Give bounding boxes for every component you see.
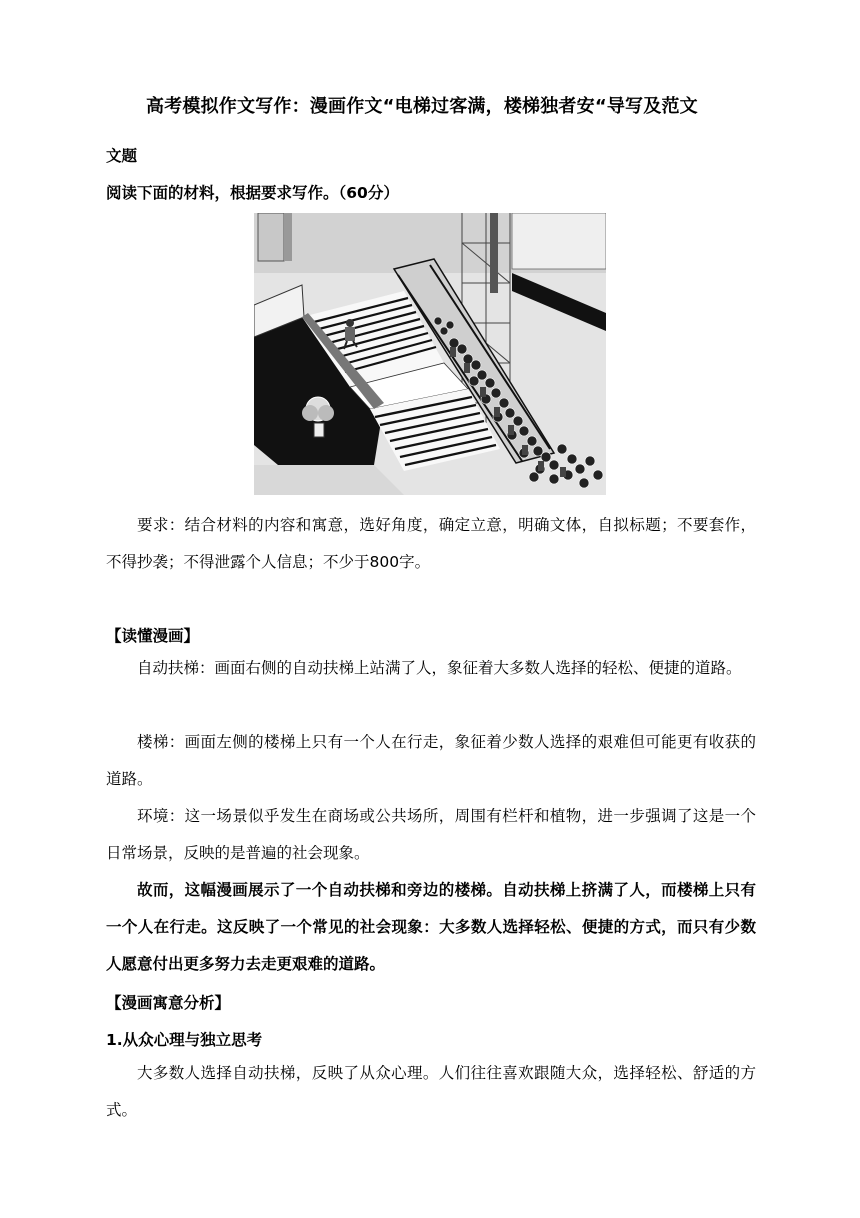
analysis-heading: 【漫画寓意分析】 xyxy=(106,994,231,1012)
document-title: 高考模拟作文写作：漫画作文“电梯过客满，楼梯独者安“导写及范文 xyxy=(146,96,698,117)
environment-paragraph: 环境：这一场景似乎发生在商场或公共场所，周围有栏杆和植物，进一步强调了这是一个日常场景，反映的是普遍的社会现象。 xyxy=(106,807,756,862)
escalator-paragraph: 自动扶梯：画面右侧的自动扶梯上站满了人，象征着大多数人选择的轻松、便捷的道路。 xyxy=(137,659,742,677)
instruction-line: 阅读下面的材料，根据要求写作。（60分） xyxy=(106,184,399,202)
requirement-paragraph: 要求：结合材料的内容和寓意，选好角度，确定立意，明确文体，自拟标题；不要套作，不得抄袭；不得泄露个人信息；不少于800字。 xyxy=(106,516,756,571)
summary-paragraph: 故而，这幅漫画展示了一个自动扶梯和旁边的楼梯。自动扶梯上挤满了人，而楼梯上只有一个人在行走。这反映了一个常见的社会现象：大多数人选择轻松、便捷的方式，而只有少数人愿意付出更多努力去走更艰难的道路。 xyxy=(106,881,756,973)
comic-illustration xyxy=(254,213,606,495)
read-comic-heading: 【读懂漫画】 xyxy=(106,627,200,645)
point1-paragraph: 大多数人选择自动扶梯，反映了从众心理。人们往往喜欢跟随大众，选择轻松、舒适的方式。 xyxy=(106,1064,756,1119)
stairs-paragraph: 楼梯：画面左侧的楼梯上只有一个人在行走，象征着少数人选择的艰难但可能更有收获的道路。 xyxy=(106,733,756,788)
section-prompt-heading: 文题 xyxy=(106,147,138,165)
point1-heading: 1.从众心理与独立思考 xyxy=(106,1031,263,1049)
